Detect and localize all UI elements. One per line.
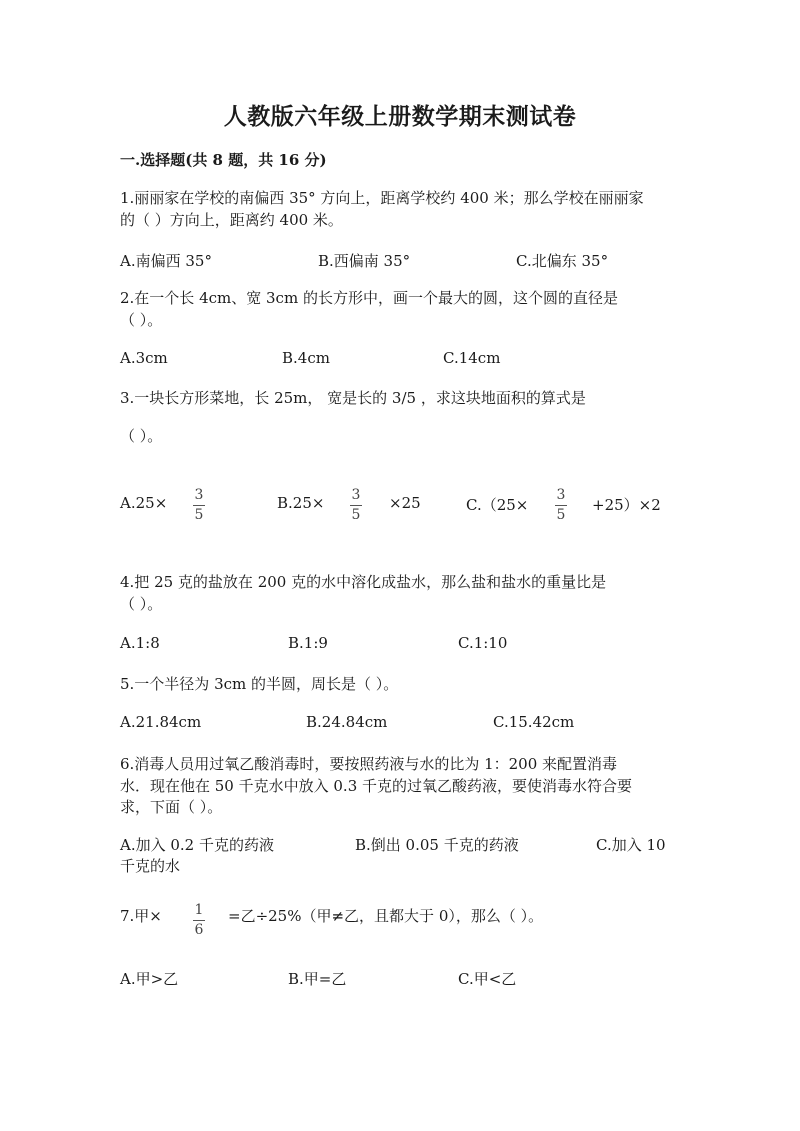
- question-6-option-b[interactable]: B.倒出 0.05 千克的药液: [355, 836, 519, 854]
- fraction-denominator: 5: [194, 507, 204, 523]
- question-7-option-a[interactable]: A.甲>乙: [120, 970, 179, 988]
- question-3-option-c-fraction: [555, 488, 567, 523]
- question-2-option-a[interactable]: A.3cm: [120, 349, 168, 367]
- fraction-bar: [193, 920, 205, 921]
- fraction-numerator: 3: [556, 487, 566, 503]
- question-3-option-b-tail: ×25: [389, 494, 421, 512]
- question-7-fraction: [193, 903, 205, 938]
- question-2-option-b[interactable]: B.4cm: [282, 349, 330, 367]
- question-1-option-c[interactable]: C.北偏东 35°: [516, 252, 609, 270]
- question-5-option-a[interactable]: A.21.84cm: [120, 713, 202, 731]
- question-3-option-a[interactable]: A.25×: [120, 494, 168, 512]
- section-heading: 一.选择题(共 8 题，共 16 分): [120, 151, 327, 169]
- question-5-line-1: 5.一个半径为 3cm 的半圆，周长是（ ）。: [120, 675, 399, 693]
- question-3-option-c-tail: +25）×2: [592, 496, 661, 514]
- question-6-line-1: 6.消毒人员用过氧乙酸消毒时，要按照药液与水的比为 1：200 来配置消毒: [120, 755, 618, 773]
- question-1-option-a[interactable]: A.南偏西 35°: [120, 252, 212, 270]
- fraction-denominator: 6: [194, 922, 204, 938]
- fraction-numerator: 3: [351, 487, 361, 503]
- question-3-line-2: （ ）。: [120, 427, 163, 445]
- question-1-option-b[interactable]: B.西偏南 35°: [318, 252, 411, 270]
- question-5-option-b[interactable]: B.24.84cm: [306, 713, 388, 731]
- question-6-line-2: 水．现在他在 50 千克水中放入 0.3 千克的过氧乙酸药液，要使消毒水符合要: [120, 777, 633, 795]
- question-2-option-c[interactable]: C.14cm: [443, 349, 501, 367]
- question-4-line-2: （ ）。: [120, 595, 163, 613]
- question-6-option-a[interactable]: A.加入 0.2 千克的药液: [120, 836, 274, 854]
- question-4-option-c[interactable]: C.1:10: [458, 634, 508, 652]
- fraction-bar: [555, 505, 567, 506]
- question-2-line-2: （ ）。: [120, 311, 163, 329]
- question-5-option-c[interactable]: C.15.42cm: [493, 713, 575, 731]
- question-4-option-a[interactable]: A.1:8: [120, 634, 160, 652]
- fraction-denominator: 5: [351, 507, 361, 523]
- question-3-option-b[interactable]: B.25×: [277, 494, 325, 512]
- question-3-option-b-fraction: [350, 488, 362, 523]
- question-7-option-b[interactable]: B.甲=乙: [288, 970, 347, 988]
- fraction-numerator: 1: [194, 902, 204, 918]
- fraction-numerator: 3: [194, 487, 204, 503]
- question-7-suffix: =乙÷25%（甲≠乙，且都大于 0），那么（ ）。: [228, 907, 544, 925]
- question-3-option-c[interactable]: C.（25×: [466, 496, 529, 514]
- question-3-option-a-fraction: [193, 488, 205, 523]
- question-4-line-1: 4.把 25 克的盐放在 200 克的水中溶化成盐水，那么盐和盐水的重量比是: [120, 573, 607, 591]
- question-1-line-1: 1.丽丽家在学校的南偏西 35° 方向上，距离学校约 400 米；那么学校在丽丽家: [120, 189, 644, 207]
- question-6-line-3: 求，下面（ ）。: [120, 798, 223, 816]
- question-6-option-c-wrap: 千克的水: [120, 857, 181, 875]
- question-6-option-c[interactable]: C.加入 10: [596, 836, 666, 854]
- question-7-prefix: 7.甲×: [120, 907, 162, 925]
- question-3-line-1: 3.一块长方形菜地，长 25m， 宽是长的 3/5 ，求这块地面积的算式是: [120, 389, 586, 407]
- fraction-bar: [193, 505, 205, 506]
- fraction-bar: [350, 505, 362, 506]
- page-title: 人教版六年级上册数学期末测试卷: [223, 103, 577, 130]
- question-4-option-b[interactable]: B.1:9: [288, 634, 328, 652]
- question-7-option-c[interactable]: C.甲<乙: [458, 970, 517, 988]
- question-2-line-1: 2.在一个长 4cm、宽 3cm 的长方形中，画一个最大的圆，这个圆的直径是: [120, 289, 618, 307]
- question-1-line-2: 的（ ）方向上，距离约 400 米。: [120, 211, 343, 229]
- fraction-denominator: 5: [556, 507, 566, 523]
